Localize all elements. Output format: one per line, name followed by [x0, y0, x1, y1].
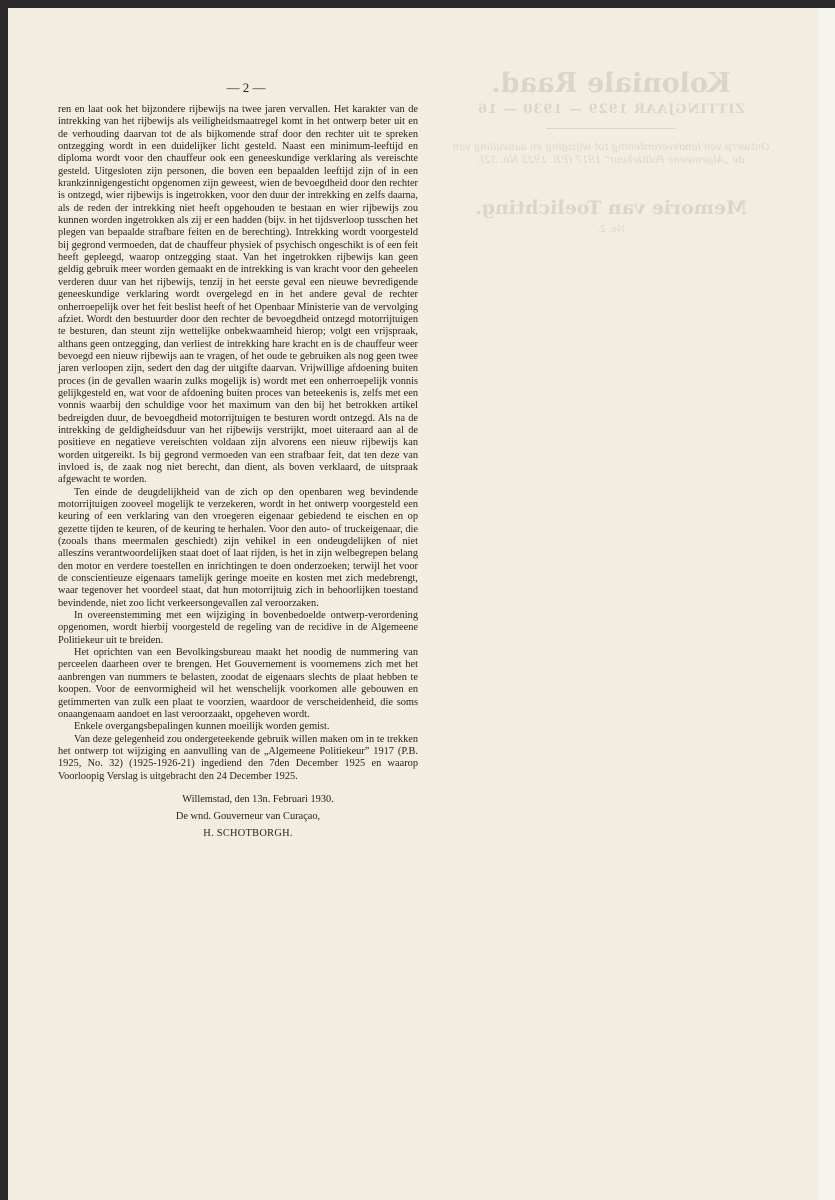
signatory-title: De wnd. Gouverneur van Curaçao,: [175, 810, 321, 822]
paragraph-house-numbering: Het oprichten van een Bevolkingsbureau maakt het noodig de nummering van perceelen daarheen over te brengen. Het Gouvernement is voornemens zich met het aanbrengen van nummers te belasten, zoodat de eigenaars slechts de plaat hebben te koopen. Voor de eenvormigheid wil het wenschelijk voorkomen alle gebouwen en getimmerten van zulk een plaat te voorzien, waardoor de verscheidenheid, die soms onaangenaam aandoet en last veroorzaakt, opgeheven wordt.: [58, 647, 418, 720]
paragraph-transitional: Enkele overgangsbepalingen kunnen moeilijk worden gemist.: [74, 721, 330, 733]
signatory-name: H. SCHOTBORGH.: [203, 827, 293, 839]
paragraph-licence-withdrawal: ren en laat ook het bijzondere rijbewijs na twee jaren vervallen. Het karakter van de intrekking van het rijbewijs als veiligheidsmaatregel komt in het ontwerp beter uit en de verhouding daarvan tot de als bijkomende straf door den rechter uit te spreken ontzegging wordt in een duidelijker licht gesteld. Naast een minimum-leeftijd en diploma wordt voor den chauffeur ook een geneeskundige verklaring als vereischte gesteld. Uitgesloten zijn personen, die boven een bepaalden leeftijd zijn of in een krankzinnigengesticht opgenomen zijn geweest, wien de bevoegdheid door den rechter is ontzegd, wier rijbewijs is ingetrokken, voor den duur der intrekking en zelfs daarna, als de reden der intrekking niet heeft opgehouden te bestaan en wier rijbewijs zou kunnen worden ingetrokken als zij er een hadden (bijv. in het tijdsverloop tusschen het plegen van bepaalde strafbare feiten en de berechting). Intrekking wordt voorgesteld bij gegrond vermoeden, dat de chauffeur physiek of psychisch ongeschikt is of een feit heeft gepleegd, waarop ontzegging staat. Van het ingetrokken rijbewijs kan geen geldig gebruik meer worden gemaakt en de intrekking is van kracht voor den geheelen verderen duur van het rijbewijs, tenzij in het eerste geval een nieuwe bevredigende geneeskundige verklaring wordt overgelegd en in het andere geval de rechter onherroepelijk over het feit beslist heeft of het Openbaar Ministerie van de vervolging afziet. Wordt den bestuurder door den rechter de bevoegdheid ontzegd motorrijtuigen te besturen, dan steunt zijn wettelijke onbekwaamheid hierop; volgt een vrijspraak, althans geen ontzegging, dan verliest de intrekking hare kracht en is de chauffeur weer bevoegd een nieuw rijbewijs aan te vragen, of het oude te gebruiken als nog geen twee jaren verloopen zijn, sedert den dag der uitgifte daarvan. Vrijwillige afdoening buiten proces (in de gevallen waarin zulks mogelijk is) wordt met een onherroepelijk vonnis gelijkgesteld en, wat voor de afdoening buiten proces van beteekenis is, zelfs met een vonnis waarbij den schuldige voor het maximum van den bij het betrokken artikel bedreigden duur, de bevoegdheid motorrijtuigen te besturen wordt ontzegd. Als na de intrekking de geldigheidsduur van het rijbewijs verstrijkt, moet uiteraard aan al de positieve en negatieve vereischten voldaan zijn alvorens een nieuw rijbewijs kan worden uitgereikt. Is bij gegrond vermoeden van een strafbaar feit, dat ten deze van invloed is, de zaak nog niet berecht, dan dient, als boven verklaard, de uitspraak afgewacht te worden.: [58, 104, 418, 486]
paragraph-withdrawal-draft: Van deze gelegenheid zou ondergeteekende gebruik willen maken om in te trekken het ontwerp tot wijziging en aanvulling van de „Algemeene Politiekeur” 1917 (P.B. 1925, No. 32) (1925-1926-21) ingediend den 7den December 1925 en waarop Voorloopig Verslag is uitgebracht den 24 December 1925.: [58, 733, 418, 782]
ghost-rule: [546, 128, 676, 129]
closing-block: [58, 791, 418, 842]
ghost-subject: Ontwerp van landsverordening tot wijziging en aanvulling van de „Algemeene Politiekeur” 1917 (P.B. 1925 No. 32).: [452, 142, 770, 166]
text-column: [58, 78, 418, 842]
ghost-heading: Koloniale Raad.: [491, 68, 731, 99]
ghost-session: ZITTINGJAAR 1929 — 1930 — 16: [477, 102, 745, 117]
bleed-through-text: [446, 68, 776, 235]
document-page: [8, 8, 818, 1200]
place-date: Willemstad, den 13n. Februari 1930.: [182, 793, 334, 805]
ghost-number: No. 2.: [597, 225, 625, 235]
paragraph-vehicle-inspection: Ten einde de deugdelijkheid van de zich op den openbaren weg bevindende motorrijtuigen zooveel mogelijk te verzekeren, wordt in het ontwerp voorgesteld een keuring of een verklaring van den vroegeren eigenaar gebiedend te eischen en op gezette tijden te keuren, of de keuring te herhalen. Voor den auto- of truckeigenaar, die (zooals thans meermalen geschiedt) zijn vehikel in een ondeugdelijken of niet alleszins verantwoordelijken staat doet of laat rijden, is het in zijn welbegrepen belang den motor en verdere toestellen en inrichtingen te doen onderzoeken; terwijl het voor de conscientieuze eigenaars tamelijk geringe moeite en kosten met zich medebrengt, waar tegenover het voordeel staat, dat hun motorrijtuig zich in behoorlijken toestand bevindende, niet zoo licht verkeersongevallen zal veroorzaken.: [58, 486, 418, 609]
page-edge-strip: [818, 8, 835, 1200]
page-number: — 2 —: [226, 80, 266, 95]
ghost-title: Memorie van Toelichting.: [475, 197, 747, 219]
paragraph-recidive: In overeenstemming met een wijziging in bovenbedoelde ontwerp-verordening opgenomen, wordt hierbij voorgesteld de regeling van de recidive in de Algemeene Politiekeur uit te breiden.: [58, 610, 418, 646]
